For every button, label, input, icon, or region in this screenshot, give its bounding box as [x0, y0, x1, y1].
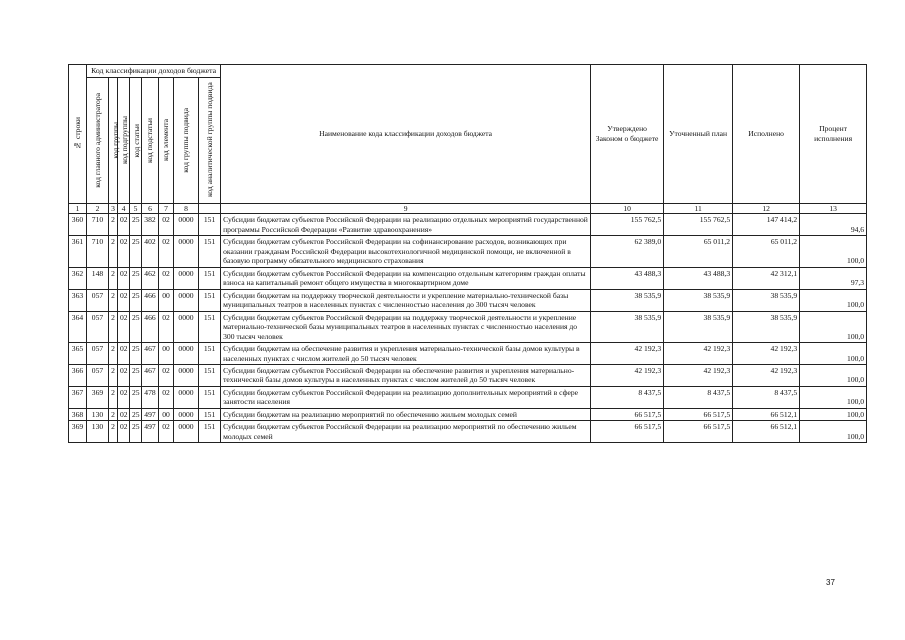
executed-amount: 65 011,2 [733, 236, 800, 267]
row-number: 361 [69, 236, 87, 267]
code-element: 00 [159, 289, 174, 311]
column-number: 3 [109, 203, 118, 213]
revenue-name: Субсидии бюджетам на реализацию мероприятий по обеспечению жильем молодых семей [221, 408, 591, 420]
column-number: 11 [664, 203, 733, 213]
code-group: 2 [109, 365, 118, 387]
approved-amount: 42 192,3 [591, 343, 664, 365]
code-subgroup: 02 [118, 289, 130, 311]
code-subtype: 0000 [174, 311, 199, 342]
code-admin: 130 [87, 421, 109, 443]
table-row [69, 343, 867, 365]
code-element: 00 [159, 408, 174, 420]
code-analytic: 151 [199, 289, 221, 311]
code-admin: 130 [87, 408, 109, 420]
refined-amount: 155 762,5 [664, 214, 733, 236]
header-code-element: код элемента [159, 77, 174, 203]
approved-amount: 62 389,0 [591, 236, 664, 267]
approved-amount: 42 192,3 [591, 365, 664, 387]
code-subarticle: 497 [142, 408, 159, 420]
code-subtype: 0000 [174, 421, 199, 443]
executed-amount: 66 512,1 [733, 408, 800, 420]
code-subarticle: 402 [142, 236, 159, 267]
row-number: 364 [69, 311, 87, 342]
approved-amount: 66 517,5 [591, 421, 664, 443]
header-approved: Утверждено Законом о бюджете [591, 65, 664, 204]
table-row [69, 311, 867, 342]
code-subarticle: 466 [142, 311, 159, 342]
code-subarticle: 462 [142, 267, 159, 289]
code-element: 02 [159, 365, 174, 387]
code-subgroup: 02 [118, 408, 130, 420]
code-analytic: 151 [199, 408, 221, 420]
code-element: 02 [159, 214, 174, 236]
table-row [69, 267, 867, 289]
refined-amount: 42 192,3 [664, 343, 733, 365]
approved-amount: 38 535,9 [591, 311, 664, 342]
code-subarticle: 497 [142, 421, 159, 443]
header-code-subarticle: код подстатьи [142, 77, 159, 203]
code-admin: 057 [87, 311, 109, 342]
code-subarticle: 466 [142, 289, 159, 311]
execution-percent: 94,6 [800, 214, 867, 236]
table-row [69, 421, 867, 443]
executed-amount: 38 535,9 [733, 311, 800, 342]
row-number: 367 [69, 386, 87, 408]
header-classification-code: Код классификации доходов бюджета [87, 65, 221, 78]
code-analytic: 151 [199, 386, 221, 408]
row-number: 368 [69, 408, 87, 420]
execution-percent: 100,0 [800, 421, 867, 443]
header-code-article: код статьи [130, 77, 142, 203]
table-row [69, 408, 867, 420]
refined-amount: 43 488,3 [664, 267, 733, 289]
table-row [69, 214, 867, 236]
code-group: 2 [109, 289, 118, 311]
code-group: 2 [109, 214, 118, 236]
code-admin: 369 [87, 386, 109, 408]
code-admin: 710 [87, 214, 109, 236]
header-code-subtype: код группы подвида [174, 77, 199, 203]
revenue-name: Субсидии бюджетам субъектов Российской Федерации на реализацию отдельных мероприятий государственной программы Российской Федерации «Развитие здравоохранения» [221, 214, 591, 236]
executed-amount: 42 312,1 [733, 267, 800, 289]
executed-amount: 8 437,5 [733, 386, 800, 408]
executed-amount: 42 192,3 [733, 343, 800, 365]
execution-percent: 100,0 [800, 343, 867, 365]
code-subgroup: 02 [118, 311, 130, 342]
column-number: 12 [733, 203, 800, 213]
column-number: 6 [142, 203, 159, 213]
code-article: 25 [130, 408, 142, 420]
approved-amount: 43 488,3 [591, 267, 664, 289]
header-code-subgroup: код подгруппы [118, 77, 130, 203]
code-subgroup: 02 [118, 365, 130, 387]
refined-amount: 38 535,9 [664, 289, 733, 311]
header-row-no: № строки [69, 65, 87, 204]
row-number: 365 [69, 343, 87, 365]
column-number: 4 [118, 203, 130, 213]
code-article: 25 [130, 311, 142, 342]
code-article: 25 [130, 289, 142, 311]
page-number: 37 [826, 578, 835, 587]
code-element: 02 [159, 421, 174, 443]
code-group: 2 [109, 311, 118, 342]
column-number-row [69, 203, 867, 213]
code-analytic: 151 [199, 365, 221, 387]
revenue-name: Субсидии бюджетам субъектов Российской Федерации на обеспечение развития и укрепления материально-технической базы домов культуры в населенных пунктах с числом жителей до 50 тысяч человек [221, 365, 591, 387]
execution-percent: 100,0 [800, 408, 867, 420]
code-subgroup: 02 [118, 236, 130, 267]
code-subgroup: 02 [118, 214, 130, 236]
column-number: 2 [87, 203, 109, 213]
code-group: 2 [109, 408, 118, 420]
code-analytic: 151 [199, 421, 221, 443]
revenue-name: Субсидии бюджетам субъектов Российской Федерации на реализацию дополнительных мероприятий в сфере занятости населения [221, 386, 591, 408]
header-row-group [69, 65, 867, 78]
column-number: 13 [800, 203, 867, 213]
refined-amount: 38 535,9 [664, 311, 733, 342]
row-number: 363 [69, 289, 87, 311]
code-group: 2 [109, 236, 118, 267]
code-subtype: 0000 [174, 267, 199, 289]
revenue-name: Субсидии бюджетам на поддержку творческой деятельности и укрепление материально-технической базы муниципальных театров в населенных пунктах с численностью населения до 300 тысяч человек [221, 289, 591, 311]
code-subtype: 0000 [174, 386, 199, 408]
revenue-name: Субсидии бюджетам субъектов Российской Федерации на реализацию мероприятий по обеспечению жильем молодых семей [221, 421, 591, 443]
code-article: 25 [130, 343, 142, 365]
code-group: 2 [109, 267, 118, 289]
code-analytic: 151 [199, 214, 221, 236]
execution-percent: 100,0 [800, 311, 867, 342]
refined-amount: 42 192,3 [664, 365, 733, 387]
code-subtype: 0000 [174, 289, 199, 311]
code-element: 00 [159, 343, 174, 365]
code-subgroup: 02 [118, 386, 130, 408]
table-body [69, 214, 867, 443]
revenue-name: Субсидии бюджетам на обеспечение развития и укрепления материально-технической базы домов культуры в населенных пунктах с числом жителей до 50 тысяч человек [221, 343, 591, 365]
column-number: 10 [591, 203, 664, 213]
code-subgroup: 02 [118, 267, 130, 289]
code-admin: 057 [87, 365, 109, 387]
code-admin: 057 [87, 343, 109, 365]
code-subgroup: 02 [118, 421, 130, 443]
code-article: 25 [130, 214, 142, 236]
code-analytic: 151 [199, 343, 221, 365]
table-row [69, 365, 867, 387]
executed-amount: 66 512,1 [733, 421, 800, 443]
header-refined: Уточненный план [664, 65, 733, 204]
code-element: 02 [159, 386, 174, 408]
row-number: 360 [69, 214, 87, 236]
table-row [69, 386, 867, 408]
budget-revenue-table [68, 64, 867, 443]
code-article: 25 [130, 267, 142, 289]
refined-amount: 66 517,5 [664, 408, 733, 420]
approved-amount: 38 535,9 [591, 289, 664, 311]
code-subtype: 0000 [174, 408, 199, 420]
execution-percent: 97,3 [800, 267, 867, 289]
header-code-analytic: код аналитической группы подвида [199, 77, 221, 203]
code-article: 25 [130, 236, 142, 267]
code-element: 02 [159, 236, 174, 267]
code-group: 2 [109, 386, 118, 408]
header-code-admin: код главного администратора [87, 77, 109, 203]
executed-amount: 38 535,9 [733, 289, 800, 311]
revenue-name: Субсидии бюджетам субъектов Российской Федерации на поддержку творческой деятельности и укрепление материально-технической базы муниципальных театров в населенных пунктах с численностью населения до 300 тысяч человек [221, 311, 591, 342]
code-element: 02 [159, 267, 174, 289]
column-number: 7 [159, 203, 174, 213]
code-subarticle: 467 [142, 365, 159, 387]
row-number: 362 [69, 267, 87, 289]
code-article: 25 [130, 421, 142, 443]
code-admin: 148 [87, 267, 109, 289]
code-element: 02 [159, 311, 174, 342]
code-analytic: 151 [199, 267, 221, 289]
header-code-group: код группы [109, 77, 118, 203]
code-analytic: 151 [199, 236, 221, 267]
refined-amount: 66 517,5 [664, 421, 733, 443]
execution-percent: 100,0 [800, 365, 867, 387]
code-subtype: 0000 [174, 343, 199, 365]
table-row [69, 289, 867, 311]
table-row [69, 236, 867, 267]
code-admin: 710 [87, 236, 109, 267]
code-subtype: 0000 [174, 236, 199, 267]
approved-amount: 8 437,5 [591, 386, 664, 408]
header-name: Наименование кода классификации доходов бюджета [221, 65, 591, 204]
approved-amount: 155 762,5 [591, 214, 664, 236]
row-number: 366 [69, 365, 87, 387]
column-number: 1 [69, 203, 87, 213]
revenue-name: Субсидии бюджетам субъектов Российской Федерации на софинансирование расходов, возникающих при оказании гражданам Российской Федерации высокотехнологичной медицинской помощи, не включенной в базовую программу обязательного медицинского страхования [221, 236, 591, 267]
column-number: 8 [174, 203, 199, 213]
code-subarticle: 382 [142, 214, 159, 236]
execution-percent: 100,0 [800, 236, 867, 267]
column-number: 9 [221, 203, 591, 213]
code-analytic: 151 [199, 311, 221, 342]
code-subtype: 0000 [174, 214, 199, 236]
header-executed: Исполнено [733, 65, 800, 204]
executed-amount: 42 192,3 [733, 365, 800, 387]
code-admin: 057 [87, 289, 109, 311]
report-page [68, 64, 866, 443]
column-number: 5 [130, 203, 142, 213]
code-subarticle: 478 [142, 386, 159, 408]
column-number [199, 203, 221, 213]
code-subarticle: 467 [142, 343, 159, 365]
code-subgroup: 02 [118, 343, 130, 365]
refined-amount: 8 437,5 [664, 386, 733, 408]
execution-percent: 100,0 [800, 386, 867, 408]
row-number: 369 [69, 421, 87, 443]
code-article: 25 [130, 386, 142, 408]
code-group: 2 [109, 421, 118, 443]
revenue-name: Субсидии бюджетам субъектов Российской Федерации на компенсацию отдельным категориям граждан оплаты взноса на капитальный ремонт общего имущества в многоквартирном доме [221, 267, 591, 289]
executed-amount: 147 414,2 [733, 214, 800, 236]
approved-amount: 66 517,5 [591, 408, 664, 420]
execution-percent: 100,0 [800, 289, 867, 311]
code-subtype: 0000 [174, 365, 199, 387]
header-percent: Процент исполнения [800, 65, 867, 204]
code-article: 25 [130, 365, 142, 387]
refined-amount: 65 011,2 [664, 236, 733, 267]
code-group: 2 [109, 343, 118, 365]
